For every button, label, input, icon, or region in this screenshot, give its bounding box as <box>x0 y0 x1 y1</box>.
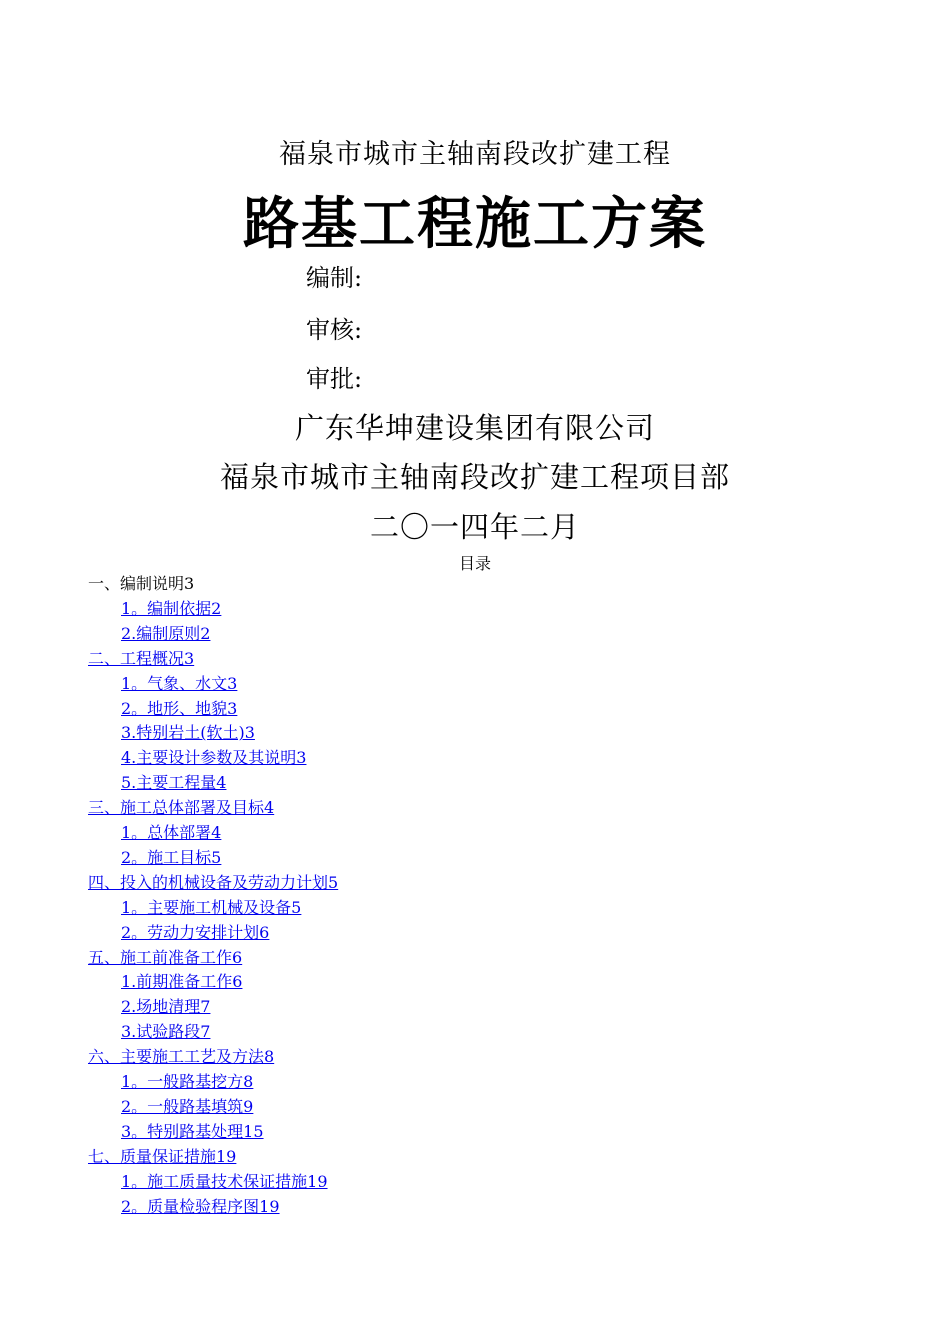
toc-chapter-link[interactable]: 二、工程概况3 <box>88 648 195 668</box>
toc-section-link[interactable]: 2。施工目标5 <box>121 847 222 867</box>
toc-chapter-link[interactable]: 五、施工前准备工作6 <box>88 947 243 967</box>
toc-section-link[interactable]: 3.特别岩土(软土)3 <box>121 723 255 743</box>
toc-section-link[interactable]: 2。一般路基填筑9 <box>121 1096 254 1116</box>
toc-section-link[interactable]: 2。劳动力安排计划6 <box>121 922 270 942</box>
toc-section-link[interactable]: 1。施工质量技术保证措施19 <box>121 1171 328 1191</box>
project-subtitle: 福泉市城市主轴南段改扩建工程 <box>279 139 671 170</box>
toc-section-link[interactable]: 2.场地清理7 <box>121 997 211 1017</box>
project-department: 福泉市城市主轴南段改扩建工程项目部 <box>219 460 730 494</box>
document-title: 路基工程施工方案 <box>243 191 707 257</box>
document-date: 二〇一四年二月 <box>369 510 580 544</box>
toc-section-link[interactable]: 1。气象、水文3 <box>121 673 238 693</box>
toc-title: 目录 <box>458 554 491 573</box>
toc-section-link[interactable]: 3。特别路基处理15 <box>121 1121 264 1141</box>
company-name: 广东华坤建设集团有限公司 <box>294 411 655 445</box>
toc-chapter-link[interactable]: 三、施工总体部署及目标4 <box>88 798 275 818</box>
signature-reviewed-by: 审核: <box>306 316 363 344</box>
toc-section-link[interactable]: 2。地形、地貌3 <box>121 698 238 718</box>
toc-section-link[interactable]: 1。编制依据2 <box>121 598 222 618</box>
toc-section-link[interactable]: 4.主要设计参数及其说明3 <box>121 748 307 768</box>
signature-approved-by: 审批: <box>306 365 363 393</box>
toc-chapter-link[interactable]: 六、主要施工工艺及方法8 <box>88 1047 275 1067</box>
toc-section-link[interactable]: 2.编制原则2 <box>121 623 211 643</box>
toc-section-link[interactable]: 1。一般路基挖方8 <box>121 1072 254 1091</box>
toc-section-link[interactable]: 5.主要工程量4 <box>121 773 227 793</box>
toc-section-link[interactable]: 1。主要施工机械及设备5 <box>121 897 302 917</box>
toc-chapter-link[interactable]: 四、投入的机械设备及劳动力计划5 <box>88 872 339 892</box>
toc-chapter-link[interactable]: 七、质量保证措施19 <box>88 1146 237 1166</box>
signature-compiled-by: 编制: <box>306 264 363 292</box>
toc-section-link[interactable]: 1。总体部署4 <box>121 823 222 842</box>
toc-chapter-link: 一、编制说明3 <box>88 574 195 593</box>
toc-section-link[interactable]: 1.前期准备工作6 <box>121 972 243 992</box>
toc-section-link[interactable]: 3.试验路段7 <box>121 1022 211 1042</box>
toc-section-link[interactable]: 2。质量检验程序图19 <box>121 1196 280 1216</box>
